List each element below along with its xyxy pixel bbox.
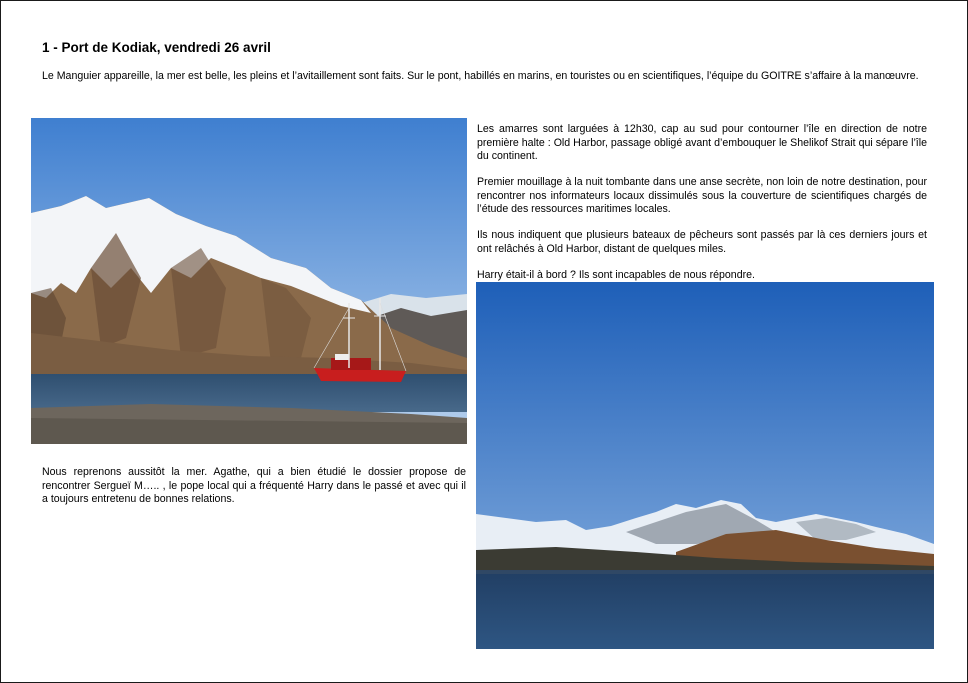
section-title: 1 - Port de Kodiak, vendredi 26 avril	[42, 40, 271, 55]
photo-bay-with-mountains	[476, 282, 934, 649]
paragraph-first-anchorage: Premier mouillage à la nuit tombante dans une anse secrète, non loin de notre destination, pour rencontrer nos informateurs locaux dissimulés sous la couverture de scientifiques chargés de l’étude des ressources maritimes locales.	[477, 176, 927, 215]
right-column-text	[477, 123, 927, 295]
paragraph-departure: Les amarres sont larguées à 12h30, cap au sud pour contourner l’île en direction de notre première halte : Old Harbor, passage obligé avant d’embouquer le Shelikof Strait qui sépare l’île du continent.	[477, 123, 927, 162]
paragraph-fishing-boats: Ils nous indiquent que plusieurs bateaux de pêcheurs sont passés par là ces derniers jours et ont relâchés à Old Harbor, distant de quelques miles.	[477, 229, 927, 255]
bottom-left-paragraph: Nous reprenons aussitôt la mer. Agathe, qui a bien étudié le dossier propose de rencontrer Sergueï M….. , le pope local qui a fréquenté Harry dans le passé et avec qui il a toujours entretenu de bonnes relations.	[42, 466, 466, 505]
paragraph-harry-question: Harry était-il à bord ? Ils sont incapables de nous répondre.	[477, 268, 755, 281]
photo-mountains-with-ship	[31, 118, 467, 444]
intro-paragraph: Le Manguier appareille, la mer est belle, les pleins et l’avitaillement sont faits. Sur le pont, habillés en marins, en touristes ou en scientifiques, l’équipe du GOITRE s’affaire à la manœuvre.	[42, 70, 919, 82]
